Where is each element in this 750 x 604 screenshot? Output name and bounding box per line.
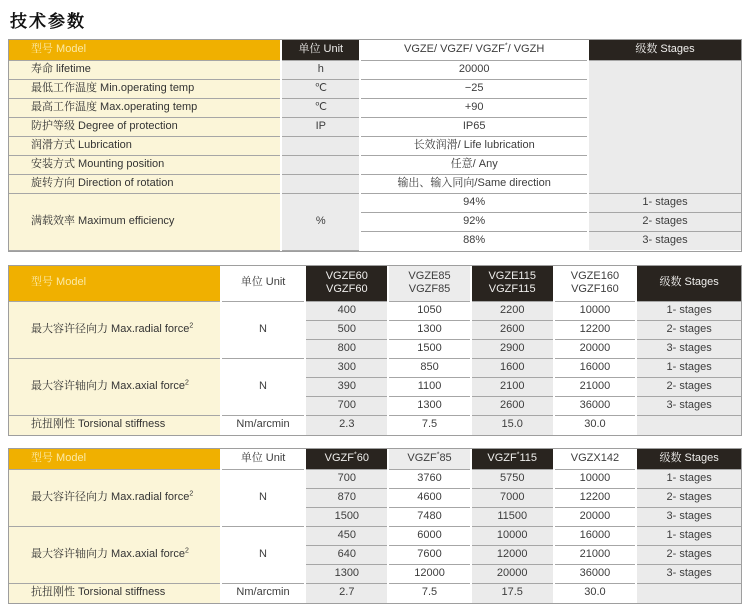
cell-unit: ℃	[281, 79, 360, 98]
model-series-text: / VGZH	[507, 42, 545, 55]
cell-value: 输出、输入同向/Same direction	[360, 174, 588, 193]
header-cell-size-142	[554, 449, 637, 470]
model-series-sup: *	[504, 42, 508, 50]
cell-value: 700	[305, 470, 388, 489]
cell-stage: 1- stages	[636, 302, 741, 321]
label-text: 最大容许径向力 Max.radial force	[31, 323, 190, 336]
cell-unit: N	[221, 359, 306, 416]
cell-value: 20000	[554, 340, 637, 359]
cell-value: 长效润滑/ Life lubrication	[360, 136, 588, 155]
cell-value: 2200	[471, 302, 554, 321]
cell-value: 1300	[388, 321, 471, 340]
cell-value: 2600	[471, 321, 554, 340]
cell-value: 300	[305, 359, 388, 378]
cell-value: 1300	[305, 565, 388, 584]
cell-value: 1300	[388, 397, 471, 416]
cell-value: 20000	[554, 508, 637, 527]
model-name: VGZE60	[325, 269, 368, 282]
cell-unit: N	[221, 527, 306, 584]
table-header-row	[9, 449, 741, 470]
cell-value: 850	[388, 359, 471, 378]
cell-stage: 1- stages	[636, 527, 741, 546]
header-cell-unit: 单位 Unit	[281, 40, 360, 60]
model-name: VGZF60	[326, 283, 368, 296]
cell-value: 2.3	[305, 416, 388, 435]
cell-label: 安装方式 Mounting position	[9, 155, 281, 174]
cell-unit: N	[221, 302, 306, 359]
cell-stage: 2- stages	[588, 212, 741, 231]
cell-unit: IP	[281, 117, 360, 136]
cell-stage	[636, 416, 741, 435]
header-cell-size-60	[305, 266, 388, 302]
header-cell-model: 型号 Model	[9, 449, 221, 470]
cell-unit: Nm/arcmin	[221, 584, 306, 603]
table-row-lifetime	[9, 60, 741, 79]
cell-stage: 3- stages	[636, 565, 741, 584]
table-header-row	[9, 40, 741, 60]
cell-value: 500	[305, 321, 388, 340]
header-cell-model: 型号 Model	[9, 40, 281, 60]
cell-value: 1500	[305, 508, 388, 527]
cell-value: 7.5	[388, 584, 471, 603]
cell-value: 1100	[388, 378, 471, 397]
cell-value: 30.0	[554, 584, 637, 603]
cell-label	[9, 302, 221, 359]
cell-value: 4600	[388, 489, 471, 508]
cell-value: 12200	[554, 321, 637, 340]
cell-stage: 3- stages	[636, 340, 741, 359]
cell-label	[9, 470, 221, 527]
cell-label: 最低工作温度 Min.operating temp	[9, 79, 281, 98]
model-name: VGZF85	[408, 283, 451, 296]
cell-stage: 3- stages	[588, 231, 741, 250]
model-name: VGZF	[487, 451, 517, 464]
cell-stage: 2- stages	[636, 546, 741, 565]
cell-unit: h	[281, 60, 360, 79]
cell-unit: Nm/arcmin	[221, 416, 306, 435]
model-name: VGZE115	[488, 269, 536, 282]
cell-unit: %	[281, 193, 360, 250]
vgze-vgzf-force-table	[8, 265, 742, 436]
cell-value: 6000	[388, 527, 471, 546]
cell-value: 2100	[471, 378, 554, 397]
header-cell-unit: 单位 Unit	[221, 266, 306, 302]
cell-label: 抗扭刚性 Torsional stiffness	[9, 416, 221, 435]
cell-stage: 1- stages	[636, 470, 741, 489]
general-spec-table	[8, 39, 742, 252]
header-cell-size-160	[554, 266, 637, 302]
stages-empty-cell	[588, 60, 741, 193]
header-cell-model-series	[360, 40, 588, 60]
cell-label	[9, 359, 221, 416]
model-name: VGZF	[324, 451, 354, 464]
cell-value: 7600	[388, 546, 471, 565]
cell-value: 2900	[471, 340, 554, 359]
cell-label: 防护等级 Degree of protection	[9, 117, 281, 136]
cell-stage: 1- stages	[636, 359, 741, 378]
model-name: VGZE85	[408, 269, 451, 282]
cell-value: 5750	[471, 470, 554, 489]
vgzf-star-force-table	[8, 448, 742, 604]
cell-value: 17.5	[471, 584, 554, 603]
cell-value: 88%	[360, 231, 588, 250]
model-name: VGZX	[570, 451, 601, 464]
cell-label: 旋转方向 Direction of rotation	[9, 174, 281, 193]
label-text: 最大容许径向力 Max.radial force	[31, 491, 190, 504]
cell-value: 870	[305, 489, 388, 508]
model-name: 85	[439, 451, 452, 464]
cell-value: 30.0	[554, 416, 637, 435]
cell-stage: 3- stages	[636, 397, 741, 416]
cell-value: 640	[305, 546, 388, 565]
model-name: 60	[356, 451, 369, 464]
cell-value: 36000	[554, 565, 637, 584]
cell-label: 最高工作温度 Max.operating temp	[9, 98, 281, 117]
cell-value: 450	[305, 527, 388, 546]
cell-value: 400	[305, 302, 388, 321]
cell-value: 20000	[471, 565, 554, 584]
table-header-row	[9, 266, 741, 302]
cell-value: 700	[305, 397, 388, 416]
cell-value: 12000	[471, 546, 554, 565]
table-row-efficiency	[9, 193, 741, 212]
cell-value: 92%	[360, 212, 588, 231]
model-name: 142	[600, 451, 620, 464]
model-name: 115	[519, 451, 538, 464]
cell-value: 10000	[554, 470, 637, 489]
cell-stage: 2- stages	[636, 489, 741, 508]
model-name: VGZF160	[571, 283, 619, 296]
model-sup: *	[354, 451, 357, 459]
cell-value: 800	[305, 340, 388, 359]
header-cell-size-60	[305, 449, 388, 470]
cell-value: 1600	[471, 359, 554, 378]
cell-value: 12000	[388, 565, 471, 584]
cell-value: +90	[360, 98, 588, 117]
cell-value: 7000	[471, 489, 554, 508]
page-title: 技术参数	[10, 12, 86, 31]
header-cell-size-115	[471, 266, 554, 302]
label-sup: 2	[185, 379, 189, 387]
cell-value: 2.7	[305, 584, 388, 603]
cell-label: 抗扭刚性 Torsional stiffness	[9, 584, 221, 603]
cell-value: 7.5	[388, 416, 471, 435]
cell-value: 10000	[471, 527, 554, 546]
header-cell-stages: 级数 Stages	[636, 266, 741, 302]
cell-stage: 2- stages	[636, 378, 741, 397]
cell-value: 16000	[554, 527, 637, 546]
cell-value: 94%	[360, 193, 588, 212]
label-text: 最大容许轴向力 Max.axial force	[31, 380, 186, 393]
model-name: VGZE160	[570, 269, 620, 282]
model-sup: *	[516, 451, 520, 459]
header-cell-model: 型号 Model	[9, 266, 221, 302]
model-name: VGZF	[407, 451, 437, 464]
cell-value: 11500	[471, 508, 554, 527]
cell-value: 任意/ Any	[360, 155, 588, 174]
cell-label: 满载效率 Maximum efficiency	[9, 193, 281, 250]
cell-stage: 1- stages	[588, 193, 741, 212]
cell-value: IP65	[360, 117, 588, 136]
cell-value: 7480	[388, 508, 471, 527]
label-sup: 2	[185, 547, 189, 555]
cell-value: 10000	[554, 302, 637, 321]
cell-value: 21000	[554, 378, 637, 397]
header-cell-size-85	[388, 266, 471, 302]
cell-value: 2600	[471, 397, 554, 416]
cell-unit	[281, 174, 360, 193]
label-sup: 2	[189, 490, 194, 498]
cell-value: 390	[305, 378, 388, 397]
table-row-axial	[9, 527, 741, 546]
table-row-torsional	[9, 416, 741, 435]
cell-value: 3760	[388, 470, 471, 489]
cell-unit	[281, 155, 360, 174]
model-series-text: VGZE/ VGZF/ VGZF	[404, 42, 505, 55]
cell-value: 20000	[360, 60, 588, 79]
cell-unit: ℃	[281, 98, 360, 117]
cell-stage: 2- stages	[636, 321, 741, 340]
cell-unit	[281, 136, 360, 155]
cell-value: −25	[360, 79, 588, 98]
cell-value: 16000	[554, 359, 637, 378]
cell-value: 21000	[554, 546, 637, 565]
cell-value: 1050	[388, 302, 471, 321]
model-sup: *	[436, 451, 440, 459]
table-row-radial	[9, 470, 741, 489]
cell-unit: N	[221, 470, 306, 527]
cell-label: 润滑方式 Lubrication	[9, 136, 281, 155]
label-text: 最大容许轴向力 Max.axial force	[31, 548, 186, 561]
header-cell-stages: 级数 Stages	[636, 449, 741, 470]
model-name: VGZF115	[488, 283, 536, 296]
cell-value: 15.0	[471, 416, 554, 435]
header-cell-unit: 单位 Unit	[221, 449, 306, 470]
header-cell-size-115	[471, 449, 554, 470]
cell-label: 寿命 lifetime	[9, 60, 281, 79]
header-cell-stages: 级数 Stages	[588, 40, 741, 60]
cell-value: 36000	[554, 397, 637, 416]
cell-label	[9, 527, 221, 584]
header-cell-size-85	[388, 449, 471, 470]
table-row-radial	[9, 302, 741, 321]
cell-stage: 3- stages	[636, 508, 741, 527]
cell-value: 1500	[388, 340, 471, 359]
table-row-axial	[9, 359, 741, 378]
cell-value: 12200	[554, 489, 637, 508]
label-sup: 2	[189, 322, 194, 330]
